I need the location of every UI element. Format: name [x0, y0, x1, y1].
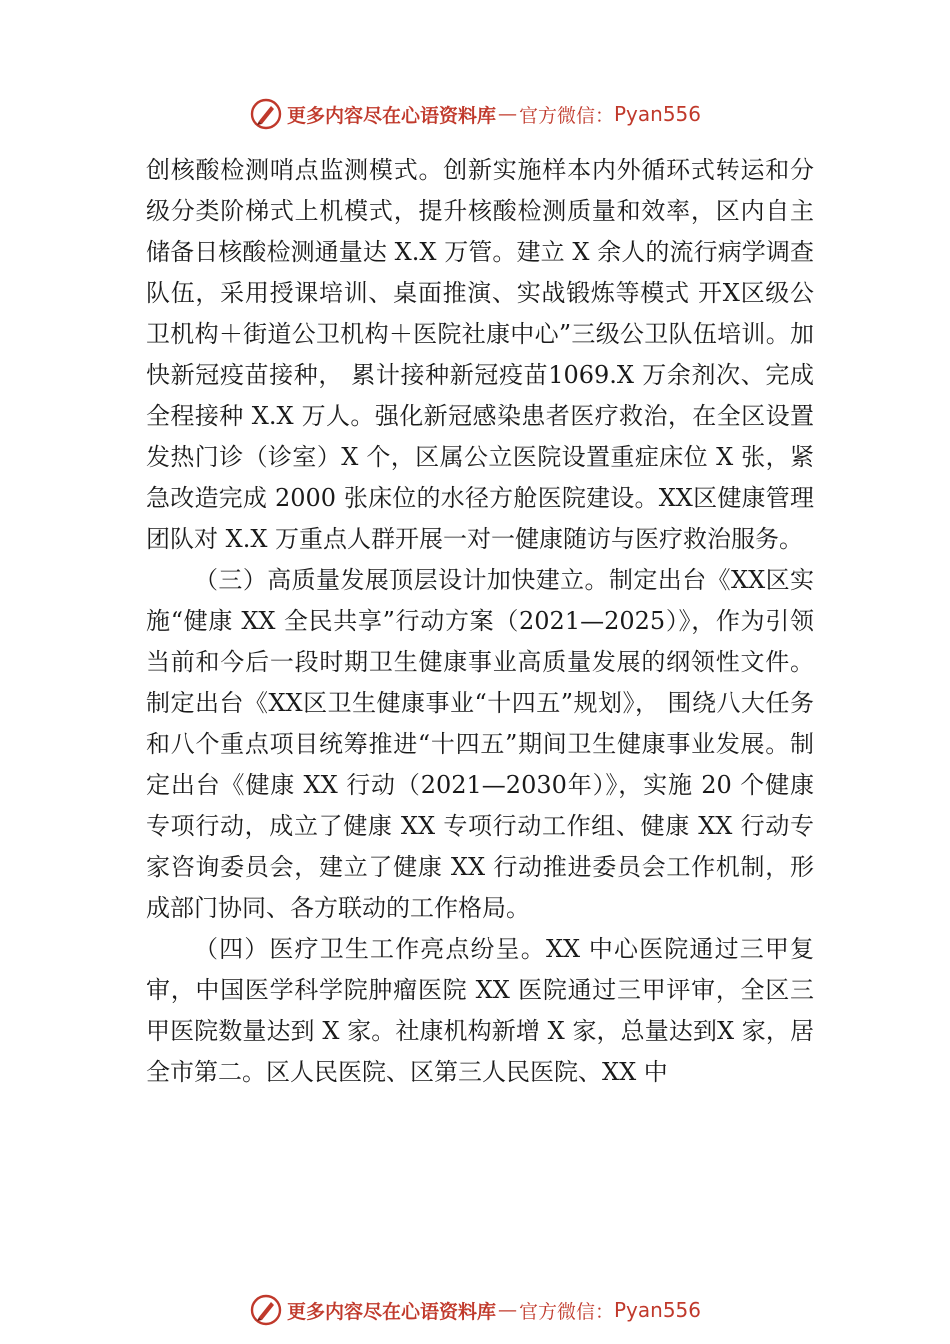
- footer-wechat-label: 官方微信：: [518, 1300, 614, 1323]
- paragraph-1: 创核酸检测哨点监测模式。创新实施样本内外循环式转运和分级分类阶梯式上机模式，提升核酸检测质量和效率，区内自主储备日核酸检测通量达 X.X 万管。建立 X 余人的流行病学调查队伍，采用授课培训、桌面推演、实战锻炼等模式 开X区级公卫机构＋街道公卫机构＋医院社康中心”三级公卫队伍培训。加快新冠疫苗接种， 累计接种新冠疫苗1069.X 万余剂次、完成全程接种 X.X 万人。强化新冠感染患者医疗救治，在全区设置发热门诊（诊室）X 个，区属公立医院设置重症床位 X 张，紧急改造完成 2000 张床位的水径方舱医院建设。XX区健康管理团队对 X.X 万重点人群开展一对一健康随访与医疗救治服务。: [146, 156, 814, 553]
- footer-brand-text: 更多内容尽在心语资料库: [286, 1300, 496, 1323]
- header-dash: —: [497, 103, 517, 125]
- paragraph-3: （四）医疗卫生工作亮点纷呈。XX 中心医院通过三甲复审，中国医学科学院肿瘤医院 XX 医院通过三甲评审，全区三甲医院数量达到 X 家。社康机构新增 X 家，总量达到X 家，居全市第二。区人民医院、区第三人民医院、XX 中: [146, 935, 814, 1086]
- footer-dash: —: [497, 1299, 517, 1321]
- pen-logo-icon: [249, 97, 283, 131]
- pen-logo-icon: [249, 1293, 283, 1327]
- header-banner: [0, 94, 950, 134]
- header-wechat-id: Pyan556: [614, 102, 702, 126]
- footer-wechat-id: Pyan556: [614, 1298, 702, 1322]
- header-brand-text: 更多内容尽在心语资料库: [286, 104, 496, 127]
- paragraph-2: （三）高质量发展顶层设计加快建立。制定出台《XX区实施“健康 XX 全民共享”行动方案（2021—2025）》，作为引领当前和今后一段时期卫生健康事业高质量发展的纲领性文件。制定出台《XX区卫生健康事业“十四五”规划》， 围绕八大任务和八个重点项目统筹推进“十四五”期间卫生健康事业发展。制定出台《健康 XX 行动（2021—2030年）》，实施 20 个健康专项行动，成立了健康 XX 专项行动工作组、健康 XX 行动专家咨询委员会，建立了健康 XX 行动推进委员会工作机制，形成部门协同、各方联动的工作格局。: [146, 566, 814, 922]
- footer-banner: [0, 1290, 950, 1330]
- document-body: [146, 150, 814, 1093]
- header-wechat-label: 官方微信：: [518, 104, 614, 127]
